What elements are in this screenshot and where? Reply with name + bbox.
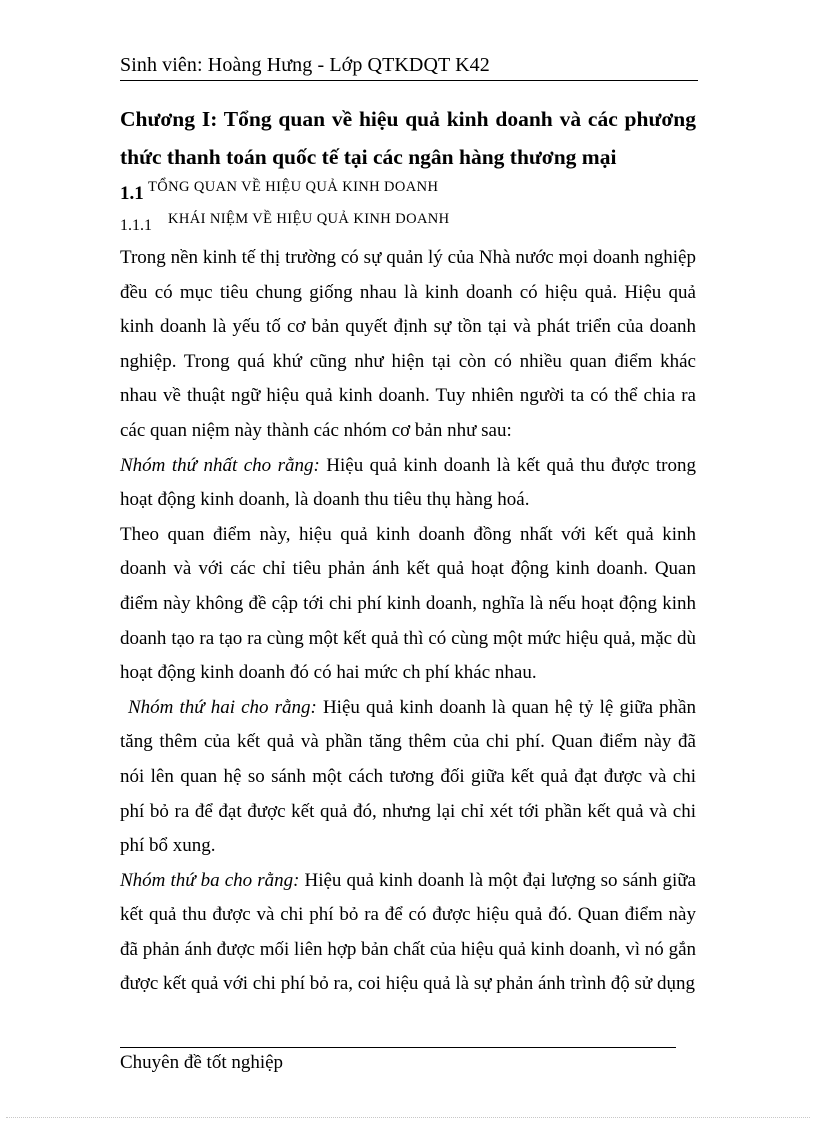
section-heading-1-1-1 xyxy=(120,210,450,236)
section-number: 1.1 xyxy=(120,183,144,204)
page-footer: Chuyên đề tốt nghiệp xyxy=(120,1052,284,1073)
group-three-text: Hiệu quả kinh doanh là một đại lượng so sánh giữa kết quả thu được và chi phí bỏ ra để có được hiệu quả đó. Quan điểm này đã phản ánh được mối liên hợp bản chất của hiệu quả kinh doanh, vì nó gắn được kết quả với chi phí bỏ ra, coi hiệu quả là sự phản ánh trình độ sử dụng xyxy=(120,869,696,995)
page-header: Sinh viên: Hoàng Hưng - Lớp QTKDQT K42 xyxy=(120,52,698,81)
group-two-text: Hiệu quả kinh doanh là quan hệ tỷ lệ giữa phần tăng thêm của kết quả và phần tăng thêm của chi phí. Quan điểm này đã nói lên quan hệ so sánh một cách tương đối giữa kết quả đạt được và chi phí bỏ ra để đạt được kết quả đó, nhưng lại chỉ xét tới phần kết quả và chi phí bổ xung. xyxy=(120,696,697,857)
body-text xyxy=(120,241,696,1002)
paragraph-group-one xyxy=(120,449,696,518)
paragraph-group-one-analysis: Theo quan điểm này, hiệu quả kinh doanh đồng nhất với kết quả kinh doanh và với các chỉ tiêu phản ánh kết quả hoạt động kinh doanh. Quan điểm này không đề cập tới chi phí kinh doanh, nghĩa là nếu hoạt động kinh doanh tạo ra tạo ra cùng một kết quả thì có cùng một mức hiệu quả, mặc dù hoạt động kinh doanh đó có hai mức ch phí khác nhau. xyxy=(120,523,696,684)
page-edge-divider xyxy=(6,1117,810,1118)
chapter-title: Chương I: Tổng quan về hiệu quả kinh doanh và các phương thức thanh toán quốc tế tại các ngân hàng thương mại xyxy=(120,107,696,169)
paragraph-group-two xyxy=(120,691,696,864)
group-one-lead: Nhóm thứ nhất cho rằng: xyxy=(120,454,320,476)
group-two-lead: Nhóm thứ hai cho rằng: xyxy=(128,696,317,718)
group-three-lead: Nhóm thứ ba cho rằng: xyxy=(120,869,300,891)
section-heading-1-1 xyxy=(120,178,438,206)
group-one-text: Hiệu quả kinh doanh là kết quả thu được trong hoạt động kinh doanh, là doanh thu tiêu thụ hàng hoá. xyxy=(120,454,696,511)
subsection-number: 1.1.1 xyxy=(120,217,152,234)
subsection-title: KHÁI NIỆM VỀ HIỆU QUẢ KINH DOANH xyxy=(168,211,450,227)
section-title: TỔNG QUAN VỀ HIỆU QUẢ KINH DOANH xyxy=(148,179,439,195)
paragraph-group-three xyxy=(120,864,696,1002)
footer-divider xyxy=(120,1047,676,1048)
paragraph-intro: Trong nền kinh tế thị trường có sự quản lý của Nhà nước mọi doanh nghiệp đều có mục tiêu chung giống nhau là kinh doanh có hiệu quả. Hiệu quả kinh doanh là yếu tố cơ bản quyết định sự tồn tại và phát triển của doanh nghiệp. Trong quá khứ cũng như hiện tại còn có nhiều quan điểm khác nhau về thuật ngữ hiệu quả kinh doanh. Tuy nhiên người ta có thể chia ra các quan niệm này thành các nhóm cơ bản như sau: xyxy=(120,247,696,441)
